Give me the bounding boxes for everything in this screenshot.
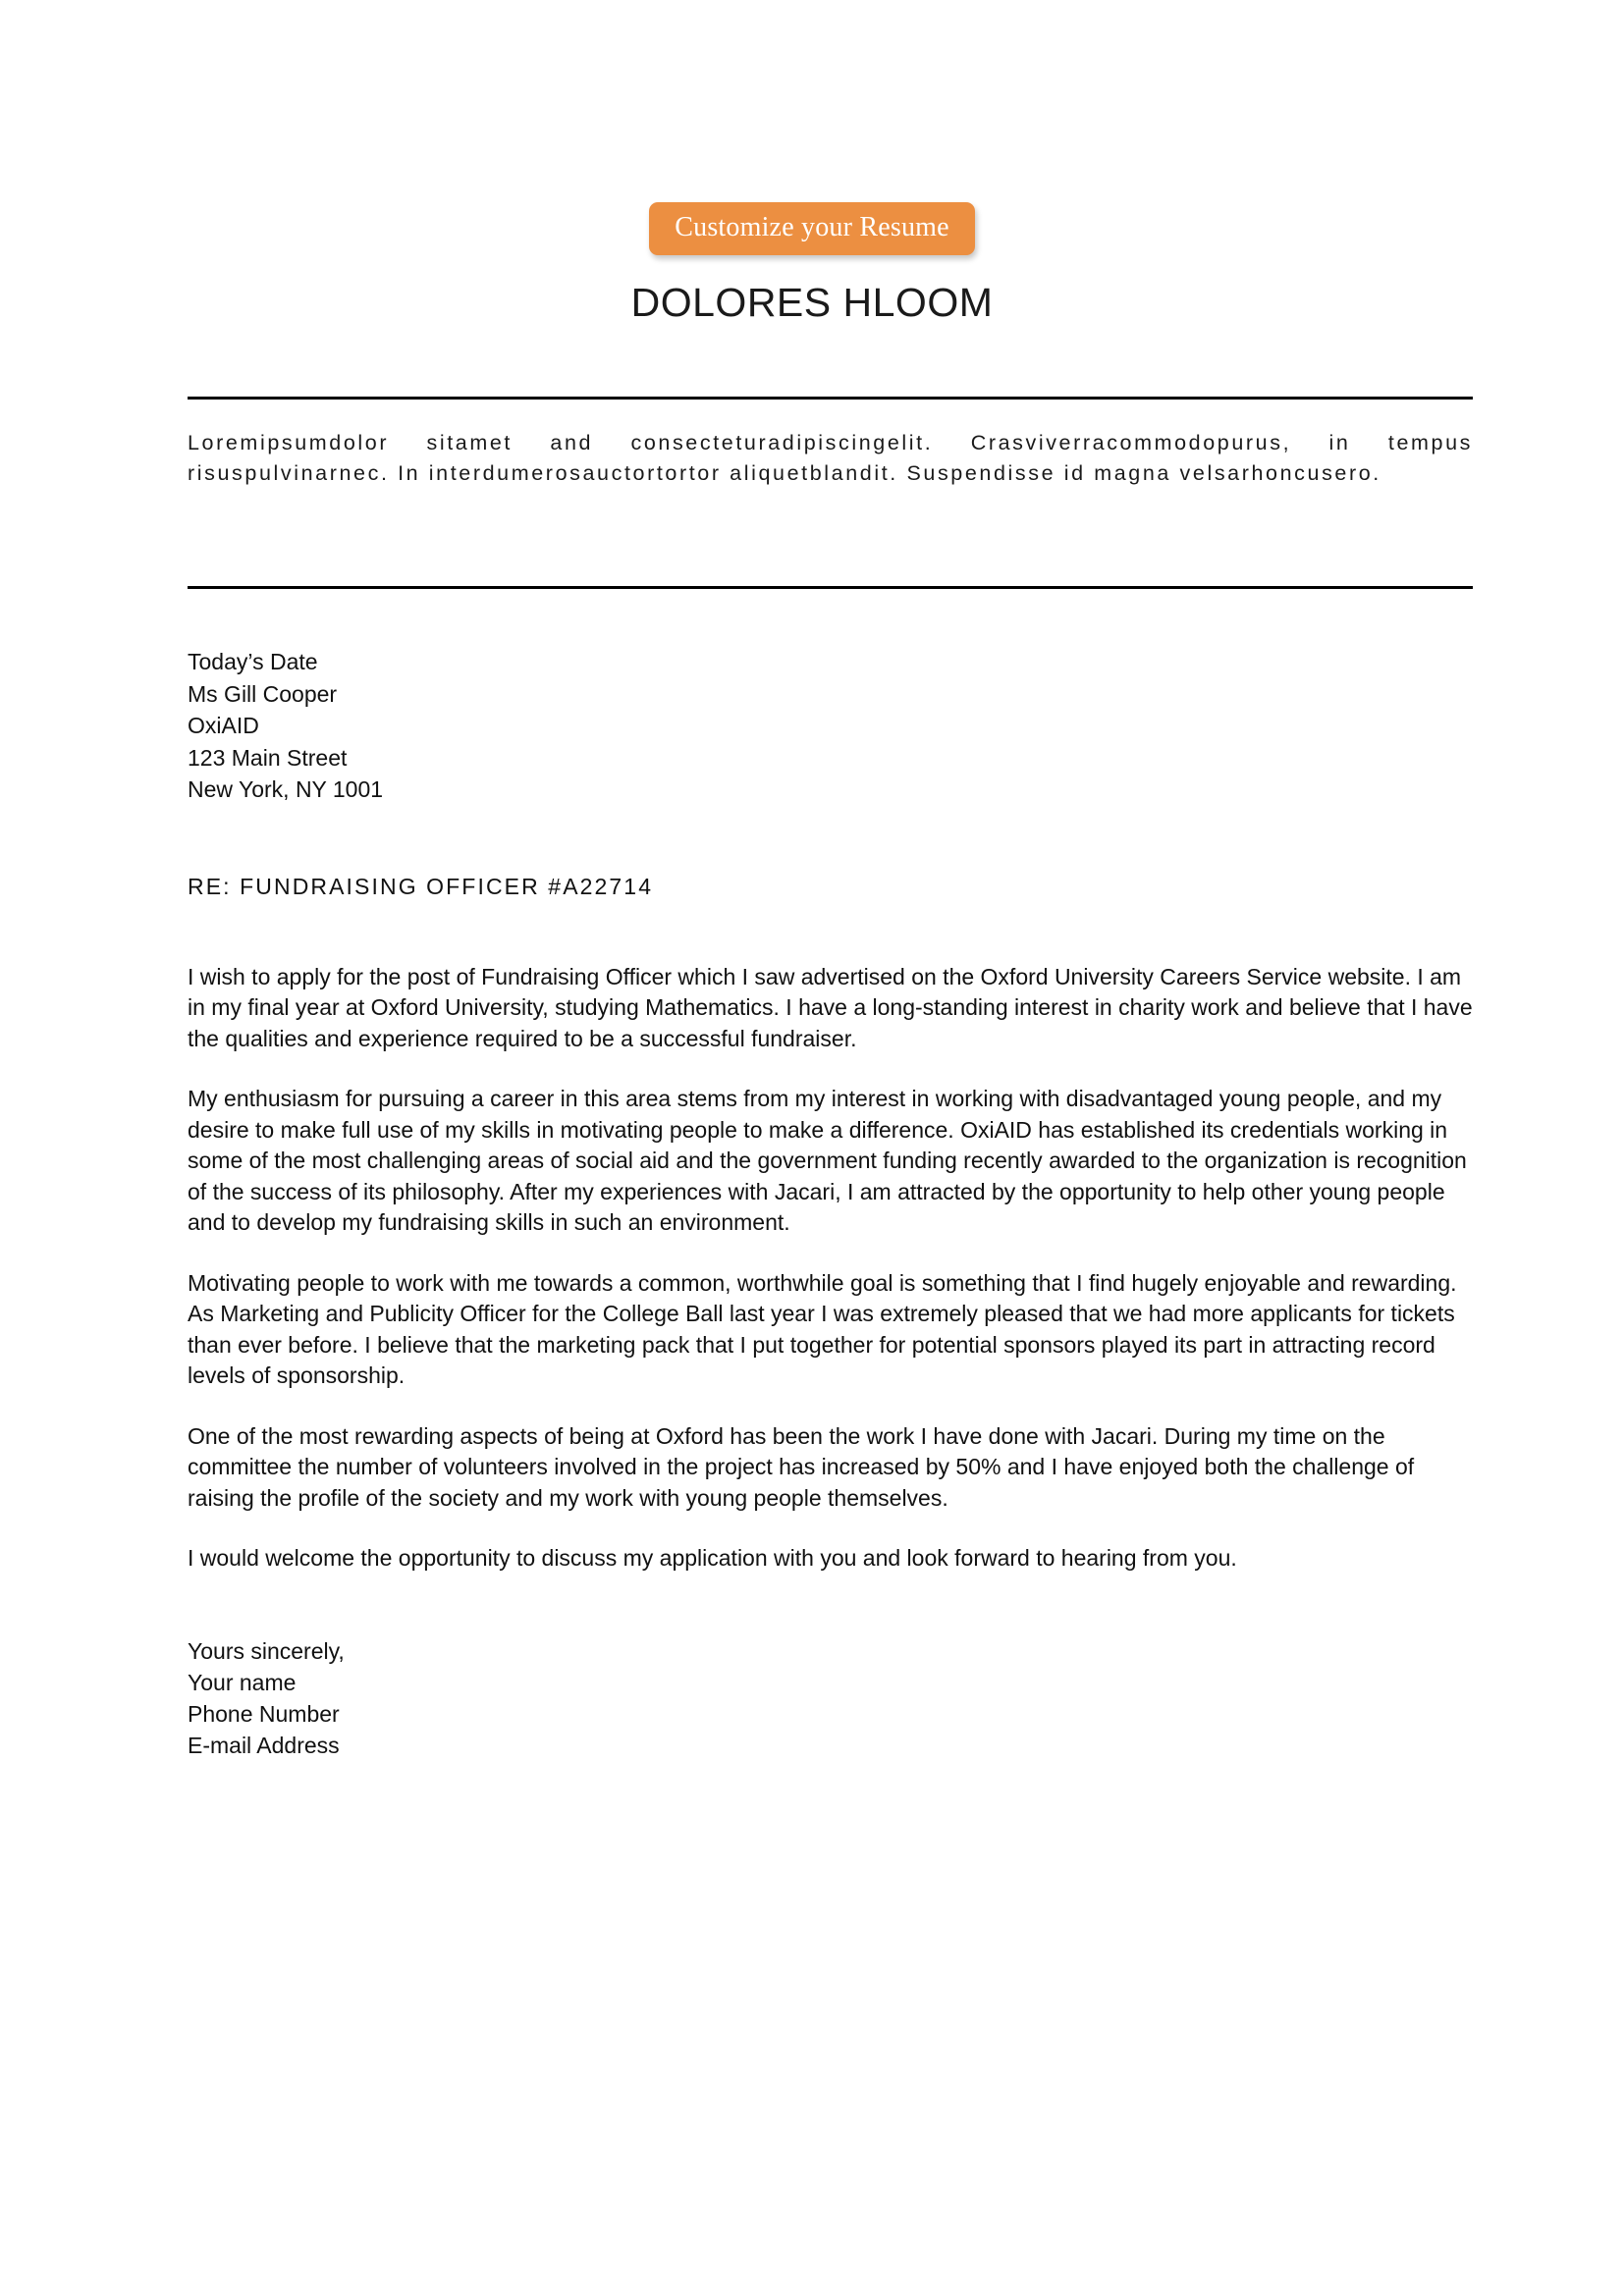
divider-top	[188, 397, 1473, 400]
recipient-address-block	[188, 646, 1473, 806]
body-paragraph-3: Motivating people to work with me towards a common, worthwhile goal is something that I find hugely enjoyable and rewarding. As Marketing and Publicity Officer for the College Ball last year I was extremely pleased that we had more applicants for tickets than ever before. I believe that the marketing pack that I put together for potential sponsors played its part in attracting record levels of sponsorship.	[188, 1269, 1457, 1388]
body-paragraph-2: My enthusiasm for pursuing a career in this area stems from my interest in working with disadvantaged young people, and my desire to make full use of my skills in motivating people to make a difference. OxiAID has established its credentials working in some of the most challenging areas of social aid and the government funding recently awarded to the organization is recognition of the success of its philosophy. After my experiences with Jacari, I am attracted by the opportunity to help other young people and to develop my fundraising skills in such an environment.	[188, 1086, 1467, 1235]
signature-email: E-mail Address	[188, 1732, 340, 1758]
body-paragraph-1: I wish to apply for the post of Fundraising Officer which I saw advertised on the Oxford University Careers Service website. I am in my final year at Oxford University, studying Mathematics. I have a long-standing interest in charity work and believe that I have the qualities and experience required to be a successful fundraiser.	[188, 963, 1473, 1051]
body-paragraphs	[188, 962, 1473, 1575]
signature-closing: Yours sincerely,	[188, 1637, 345, 1664]
customize-resume-button[interactable]: Customize your Resume	[649, 202, 975, 255]
recipient-line-date: Today’s Date	[188, 649, 318, 674]
profile-summary-text: Loremipsumdolor sitamet and consecteturadipiscingelit. Crasviverracommodopurus, in tempus risuspulvinarnec. In interdumerosauctortortor aliquetblandit. Suspendisse id magna velsarhoncusero.	[188, 431, 1473, 485]
signature-phone: Phone Number	[188, 1700, 340, 1727]
cta-container	[0, 202, 1624, 255]
recipient-line-name: Ms Gill Cooper	[188, 680, 338, 707]
candidate-name-heading: DOLORES HLOOM	[630, 280, 994, 325]
subject-line: RE: FUNDRAISING OFFICER #A22714	[188, 873, 654, 899]
divider-bottom	[188, 586, 1473, 589]
signature-name: Your name	[188, 1669, 297, 1695]
recipient-line-company: OxiAID	[188, 713, 259, 738]
body-paragraph-4: One of the most rewarding aspects of being at Oxford has been the work I have done with Jacari. During my time on the committee the number of volunteers involved in the project has increased by 50% and I have enjoyed both the challenge of raising the profile of the society and my work with young people themselves.	[188, 1422, 1415, 1511]
recipient-line-street: 123 Main Street	[188, 744, 348, 771]
letter-body	[188, 646, 1473, 1761]
signature-block	[188, 1635, 1473, 1761]
body-paragraph-5: I would welcome the opportunity to discuss my application with you and look forward to hearing from you.	[188, 1545, 1237, 1571]
recipient-line-city: New York, NY 1001	[188, 776, 384, 802]
